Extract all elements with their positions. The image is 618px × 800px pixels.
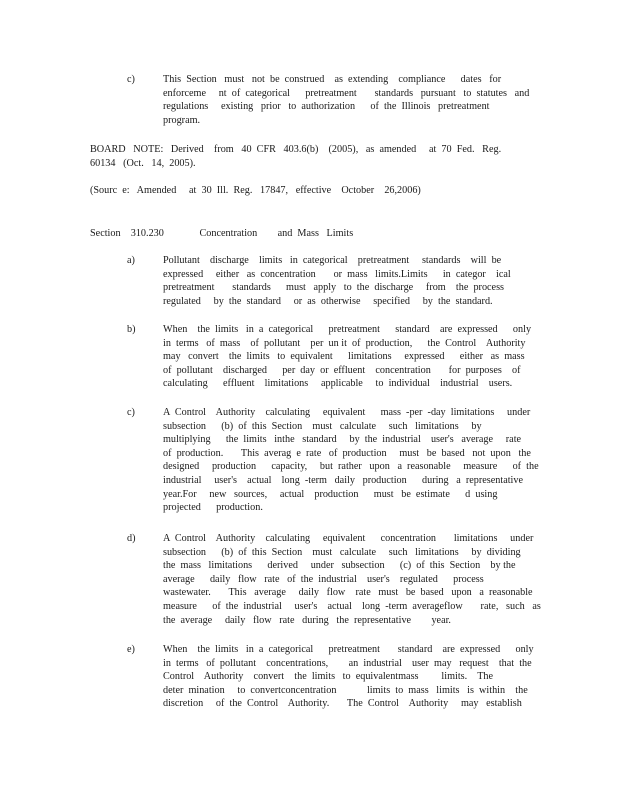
text-line: wastewater. This average daily flow rate must be based upon a reasonable (163, 587, 533, 599)
item-text (163, 532, 541, 627)
text-line: projected production. (163, 502, 263, 514)
text-line: Control Authority convert the limits to equivalentmass limits. The (163, 671, 494, 683)
text-line: deter mination to convertconcentration limits to mass limits is within the (163, 684, 528, 696)
text-line: measure of the industrial user's actual long -term averageflow rate, such as (163, 600, 541, 612)
item-text (163, 73, 530, 127)
text-line: When the limits in a categorical pretreatment standard are expressed only (163, 324, 532, 335)
text-line: of pollutant discharged per day or effluent concentration for purposes of (163, 364, 521, 376)
text-line: year.For new sources, actual production must be estimate d using (163, 488, 498, 500)
item-label: c) (127, 74, 135, 85)
text-line: designed production capacity, but rather upon a reasonable measure of the (163, 461, 539, 473)
source-note (90, 184, 530, 198)
text-line: When the limits in a categorical pretreatment standard are expressed only (163, 644, 534, 655)
text-line: regulations existing prior to authorization of the Illinois pretreatment (163, 101, 490, 113)
text-line: 60134 (Oct. 14, 2005). (90, 157, 196, 169)
text-line: multiplying the limits inthe standard by the industrial user's average rate (163, 434, 522, 446)
item-text (163, 323, 532, 391)
text-line: A Control Authority calculating equivalent concentration limitations under (163, 533, 534, 544)
text-line: pretreatment standards must apply to the discharge from the process (163, 282, 505, 294)
text-line: This Section must not be construed as extending compliance dates for (163, 74, 502, 85)
text-line: average daily flow rate of the industrial user's regulated process (163, 573, 484, 585)
text-line: the mass limitations derived under subsection (c) of this Section by the (163, 560, 516, 572)
text-line: calculating effluent limitations applicable to individual industrial users. (163, 378, 513, 390)
text-line: subsection (b) of this Section must calculate such limitations by dividing (163, 546, 521, 558)
text-line: of production. This averag e rate of production must be based not upon the (163, 447, 531, 459)
text-line: (Sourc e: Amended at 30 Ill. Reg. 17847, effective October 26,2006) (90, 185, 421, 196)
item-text (163, 254, 523, 308)
text-line: enforceme nt of categorical pretreatment standards pursuant to statutes and (163, 87, 530, 99)
text-line: expressed either as concentration or mass limits.Limits in categor ical (163, 268, 511, 280)
text-line: the average daily flow rate during the representative year. (163, 614, 451, 626)
text-line: Pollutant discharge limits in categorical pretreatment standards will be (163, 255, 502, 266)
text-line: subsection (b) of this Section must calculate such limitations by (163, 420, 482, 432)
text-line: program. (163, 114, 201, 126)
text-line: BOARD NOTE: Derived from 40 CFR 403.6(b) (2005), as amended at 70 Fed. Reg. (90, 144, 502, 155)
text-line: A Control Authority calculating equivalent mass -per -day limitations under (163, 407, 531, 418)
text-line: industrial user's actual long -term daily production during a representative (163, 474, 524, 486)
item-label: d) (127, 533, 136, 544)
text-line: regulated by the standard or as otherwise specified by the standard. (163, 295, 493, 307)
item-label: a) (127, 255, 135, 266)
section-heading: Section 310.230 Concentration and Mass Limits (90, 228, 354, 239)
board-note (90, 143, 530, 170)
item-label: c) (127, 407, 135, 418)
item-label: e) (127, 644, 135, 655)
text-line: may convert the limits to equivalent limitations expressed either as mass (163, 351, 525, 363)
text-line: in terms of mass of pollutant per un it of production, the Control Authority (163, 337, 526, 349)
item-label: b) (127, 324, 136, 335)
text-line: discretion of the Control Authority. The Control Authority may establish (163, 698, 522, 710)
text-line: in terms of pollutant concentrations, an industrial user may request that the (163, 657, 532, 669)
item-text (163, 643, 534, 711)
item-text (163, 406, 539, 515)
